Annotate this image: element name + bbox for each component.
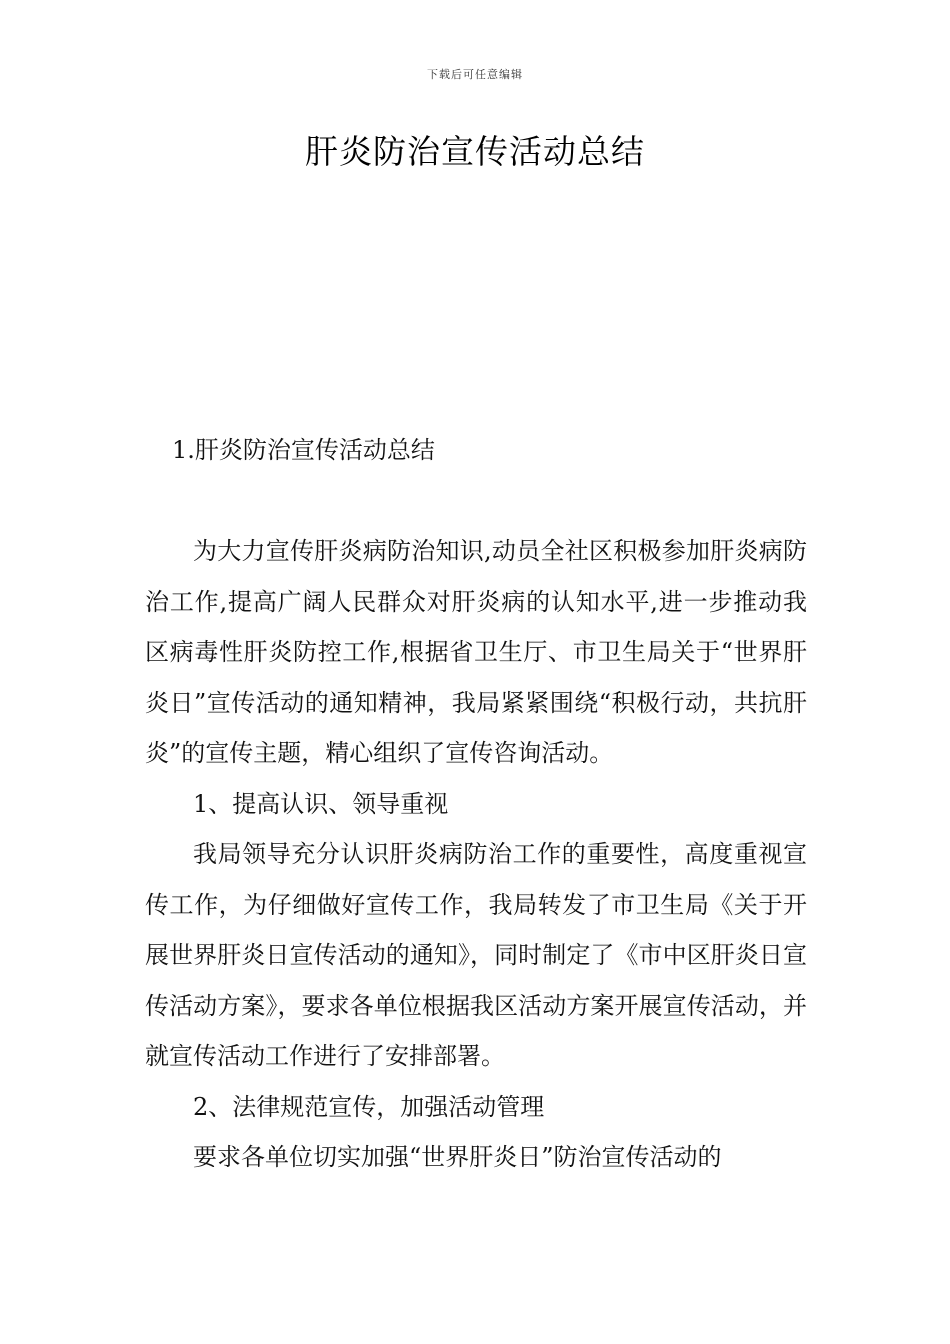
section-heading: 1.肝炎防治宣传活动总结 (172, 436, 435, 464)
paragraph-intro: 为大力宣传肝炎病防治知识,动员全社区积极参加肝炎病防治工作,提高广阔人民群众对肝炎病的认知水平,进一步推动我区病毒性肝炎防控工作,根据省卫生厅、市卫生局关于“世界肝炎日”宣传活动的通知精神，我局紧紧围绕“积极行动，共抗肝炎”的宣传主题，精心组织了宣传咨询活动。 (145, 537, 807, 767)
body-text (145, 526, 807, 1183)
header-note: 下载后可任意编辑 (427, 68, 523, 81)
page-title: 肝炎防治宣传活动总结 (305, 132, 645, 171)
paragraph-1: 我局领导充分认识肝炎病防治工作的重要性，高度重视宣传工作，为仔细做好宣传工作，我局转发了市卫生局《关于开展世界肝炎日宣传活动的通知》，同时制定了《市中区肝炎日宣传活动方案》，要求各单位根据我区活动方案开展宣传活动，并就宣传活动工作进行了安排部署。 (145, 840, 807, 1070)
paragraph-2: 要求各单位切实加强“世界肝炎日”防治宣传活动的 (193, 1143, 722, 1171)
subheading-1: 1、提高认识、领导重视 (193, 789, 449, 818)
subheading-2: 2、法律规范宣传，加强活动管理 (193, 1092, 545, 1121)
